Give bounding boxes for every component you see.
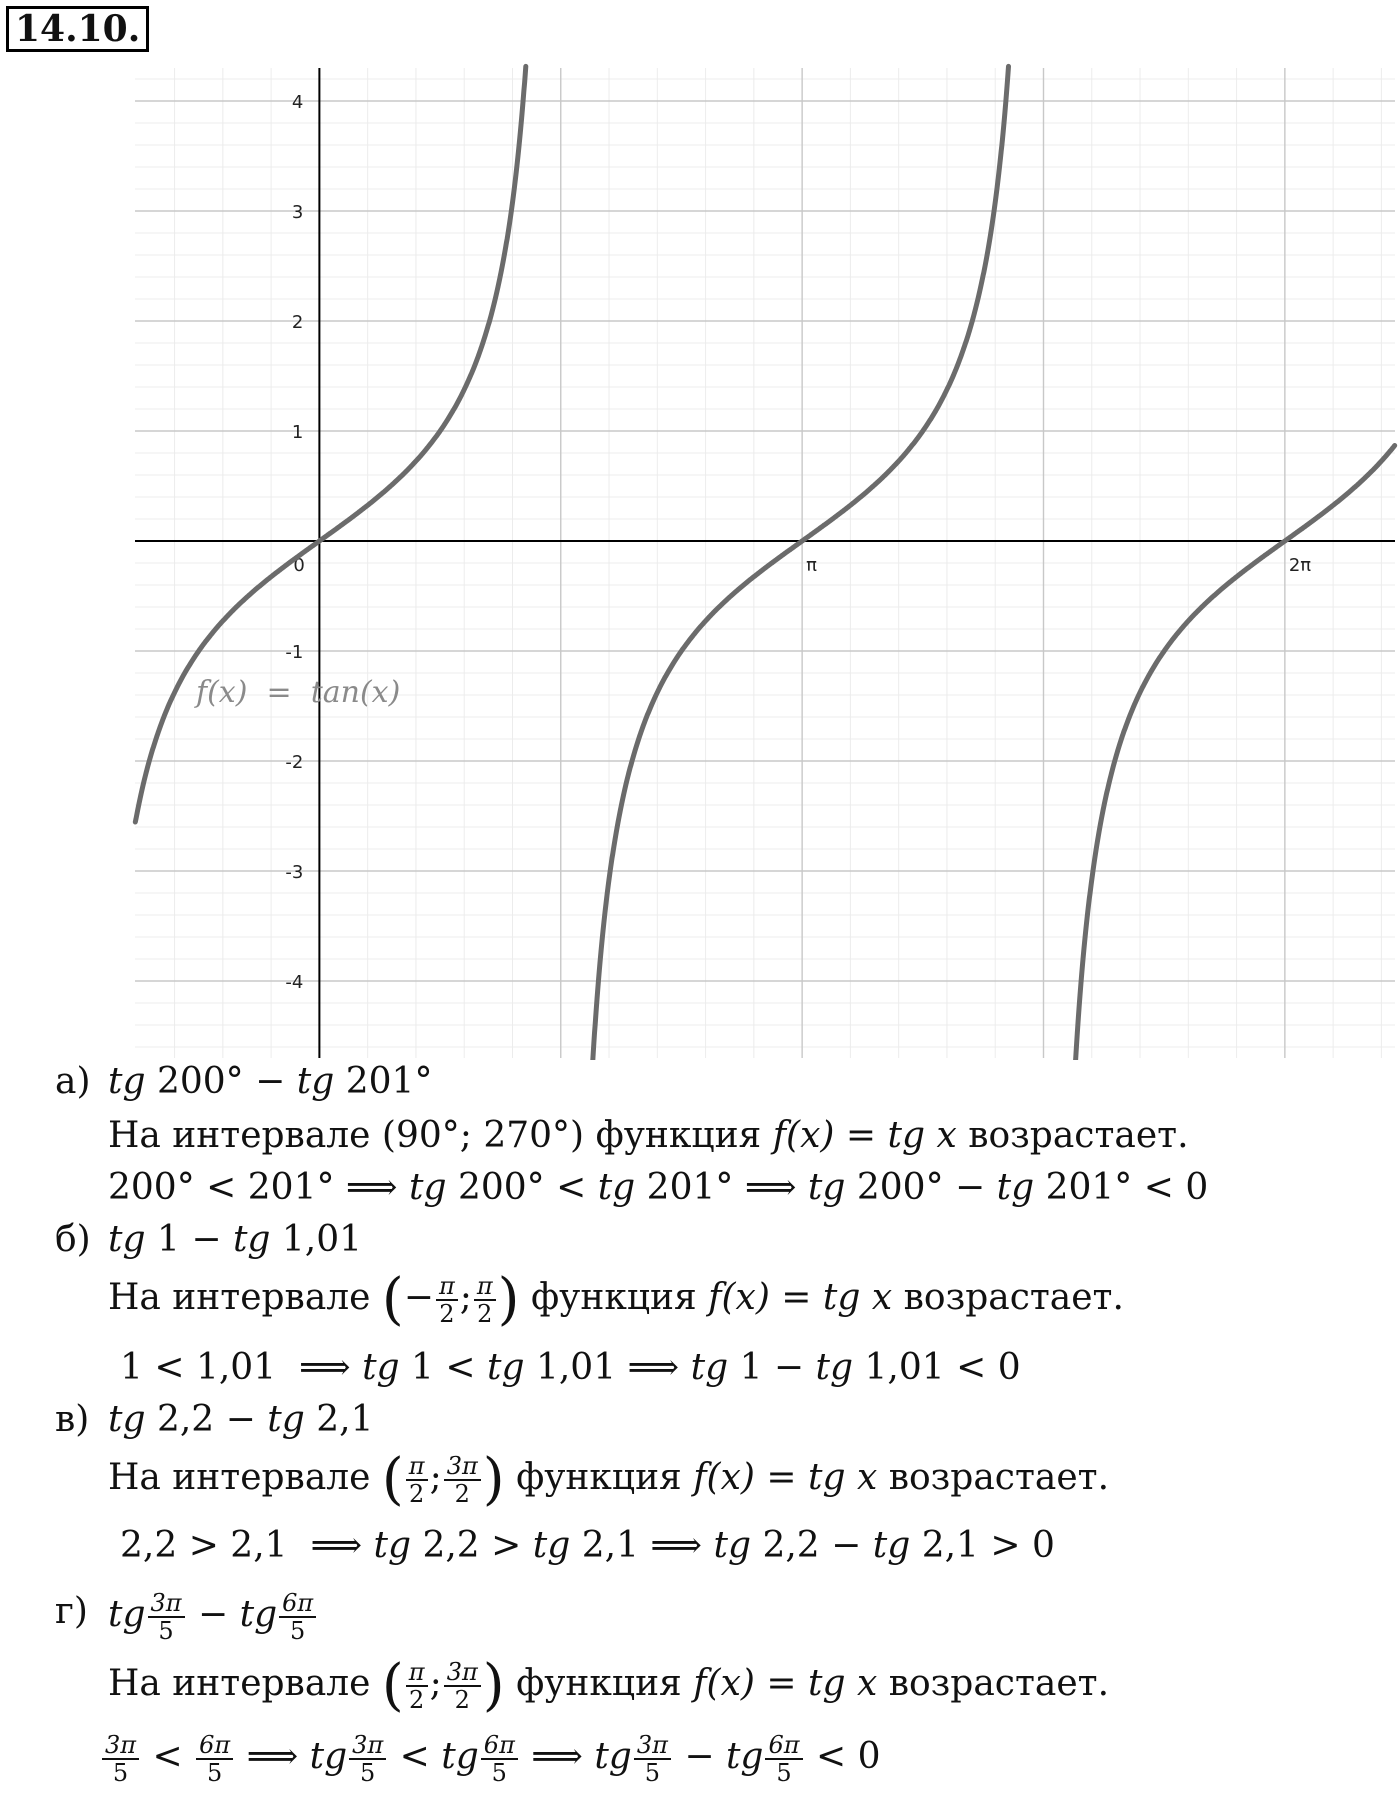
- part-g-label: г): [55, 1591, 88, 1632]
- x-tick-label: π: [806, 555, 817, 576]
- y-tick-label: 3: [291, 202, 304, 223]
- y-tick-label: -2: [285, 752, 304, 773]
- part-a-interval: (90°; 270°): [381, 1115, 585, 1156]
- part-v-conclusion: 2,2 > 2,1 ⟹ tg 2,2 > tg 2,1 ⟹ tg 2,2 − tg 2,1 > 0: [120, 1525, 1055, 1566]
- y-tick-label: -4: [285, 972, 304, 993]
- x-tick-label: 0: [293, 555, 305, 576]
- part-v-interval: ( $\frac{\pi}{2}$ ; $\frac{3\pi}{2}$ ): [381, 1447, 505, 1512]
- part-a-expression: tg 200° − tg 201°: [108, 1061, 433, 1102]
- function-label: f(x) = tan(x): [196, 675, 401, 710]
- part-b-interval: (− $\frac{\pi}{2}$ ; $\frac{\pi}{2}$ ): [381, 1267, 520, 1332]
- part-v-statement: На интервале ( $\frac{\pi}{2}$ ; $\frac{3\pi}{2}$ ) функция f(x) = tg x возрастает.: [108, 1447, 1110, 1512]
- part-a-statement: На интервале (90°; 270°) функция f(x) = tg x возрастает.: [108, 1115, 1189, 1156]
- tan-branch: [1076, 446, 1395, 1061]
- part-v-expression: tg 2,2 − tg 2,1: [108, 1399, 374, 1440]
- y-tick-label: -1: [285, 642, 304, 663]
- part-a-conclusion: 200° < 201° ⟹ tg 200° < tg 201° ⟹ tg 200° − tg 201° < 0: [108, 1167, 1209, 1208]
- x-tick-label: 2π: [1288, 555, 1312, 576]
- part-b-expression: tg 1 − tg 1,01: [108, 1219, 363, 1260]
- part-b-label: б): [55, 1219, 91, 1260]
- part-g-expression: tg $\frac{3\pi}{5}$ − tg $\frac{6\pi}{5}$: [108, 1590, 318, 1644]
- part-g-interval: ( $\frac{\pi}{2}$ ; $\frac{3\pi}{2}$ ): [381, 1653, 505, 1718]
- y-tick-label: 1: [291, 422, 304, 443]
- y-tick-label: 2: [291, 312, 304, 333]
- part-a-label: а): [55, 1061, 91, 1102]
- part-b-statement: На интервале (− $\frac{\pi}{2}$ ; $\frac{\pi}{2}$ ) функция f(x) = tg x возрастает.: [108, 1267, 1124, 1332]
- part-g-conclusion: $\frac{3\pi}{5}$ < $\frac{6\pi}{5}$ ⟹ tg $\frac{3\pi}{5}$ < tg $\frac{6\pi}{5}$ ⟹ tg $\frac{3\pi}{5}$ − tg $\frac{6\pi}{5}$ < 0: [100, 1732, 881, 1786]
- part-v-label: в): [55, 1399, 90, 1440]
- y-tick-label: -3: [285, 862, 304, 883]
- problem-number: 14.10.: [6, 6, 149, 52]
- y-tick-label: 4: [291, 92, 304, 113]
- part-g-statement: На интервале ( $\frac{\pi}{2}$ ; $\frac{3\pi}{2}$ ) функция f(x) = tg x возрастает.: [108, 1653, 1110, 1718]
- part-b-conclusion: 1 < 1,01 ⟹ tg 1 < tg 1,01 ⟹ tg 1 − tg 1,01 < 0: [120, 1347, 1021, 1388]
